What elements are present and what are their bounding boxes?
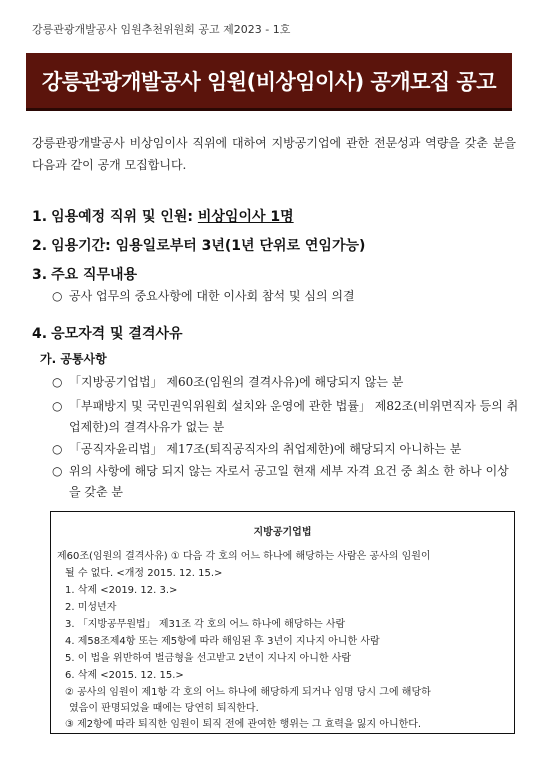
- requirement-item-text: 「지방공기업법」 제60조(임원의 결격사유)에 해당되지 않는 분: [69, 375, 404, 389]
- section-4-number: 4.: [32, 326, 48, 342]
- law-line: 제60조(임원의 결격사유) ① 다음 각 호의 어느 하나에 해당하는 사람은 공사의 임원이: [57, 551, 431, 562]
- section-3-label: 주요 직무내용: [51, 267, 138, 283]
- title-banner: [26, 53, 512, 111]
- intro-paragraph: 강릉관광개발공사 비상임이사 직위에 대하여 지방공기업에 관한 전문성과 역량을 갖춘 분을 다음과 같이 공개 모집합니다.: [32, 136, 516, 172]
- law-line: 2. 미성년자: [65, 602, 117, 613]
- law-line: 3. 「지방공무원법」 제31조 각 호의 어느 하나에 해당하는 사람: [65, 619, 346, 630]
- requirement-item: [52, 396, 520, 438]
- bullet-icon: ○: [52, 399, 63, 413]
- duty-item-text: 공사 업무의 중요사항에 대한 이사회 참석 및 심의 의결: [69, 289, 355, 303]
- section-2-heading: [32, 235, 365, 255]
- law-line: 4. 제58조제4항 또는 제5항에 따라 해임된 후 3년이 지나지 아니한 사람: [65, 636, 380, 647]
- law-line: 될 수 없다. <개정 2015. 12. 15.>: [65, 568, 223, 579]
- bullet-icon: ○: [52, 442, 63, 456]
- law-line: ③ 제2항에 따라 퇴직한 임원이 퇴직 전에 관여한 행위는 그 효력을 잃지 아니한다.: [65, 719, 422, 730]
- law-line: 였음이 판명되었을 때에는 당연히 퇴직한다.: [69, 703, 259, 714]
- section-2-number: 2.: [32, 238, 48, 254]
- duty-item: [52, 286, 520, 307]
- section-1-number: 1.: [32, 209, 48, 225]
- section-1-heading: [32, 206, 294, 226]
- section-1-label: 임용예정 직위 및 인원:: [51, 209, 198, 225]
- requirement-item: [52, 372, 520, 393]
- bullet-icon: ○: [52, 289, 63, 303]
- requirement-item-text: 위의 사항에 해당 되지 않는 자로서 공고일 현재 세부 자격 요건 중 최소 한 하나 이상을 갖춘 분: [69, 464, 509, 499]
- section-2-label: 임용기간: 임용일로부터 3년(1년 단위로 연임가능): [51, 238, 366, 254]
- requirement-item: [52, 439, 520, 460]
- law-line: 6. 삭제 <2015. 12. 15.>: [65, 670, 184, 681]
- requirement-item-text: 「부패방지 및 국민권익위원회 설치와 운영에 관한 법률」 제82조(비위면직자 등의 취업제한)의 결격사유가 없는 분: [69, 399, 519, 434]
- bullet-icon: ○: [52, 375, 63, 389]
- law-line: 5. 이 법을 위반하여 벌금형을 선고받고 2년이 지나지 아니한 사람: [65, 653, 352, 664]
- section-3-number: 3.: [32, 267, 48, 283]
- common-requirements-heading: 가. 공통사항: [40, 352, 107, 366]
- notice-number: 강릉관광개발공사 임원추천위원회 공고 제2023 - 1호: [32, 23, 291, 36]
- page-title: 강릉관광개발공사 임원(비상임이사) 공개모집 공고: [41, 69, 497, 94]
- section-4-heading: [32, 323, 183, 343]
- section-3-heading: [32, 264, 137, 284]
- law-line: ② 공사의 임원이 제1항 각 호의 어느 하나에 해당하게 되거나 임명 당시 그에 해당하: [65, 687, 431, 698]
- requirement-item-text: 「공직자윤리법」 제17조(퇴직공직자의 취업제한)에 해당되지 아니하는 분: [69, 442, 462, 456]
- law-line: 1. 삭제 <2019. 12. 3.>: [65, 585, 178, 596]
- section-1-value: 비상임이사 1명: [197, 209, 294, 225]
- section-4-label: 응모자격 및 결격사유: [51, 326, 183, 342]
- law-excerpt-title: 지방공기업법: [253, 527, 312, 538]
- bullet-icon: ○: [52, 464, 63, 478]
- law-excerpt-box: [50, 511, 515, 734]
- requirement-item: [52, 461, 520, 503]
